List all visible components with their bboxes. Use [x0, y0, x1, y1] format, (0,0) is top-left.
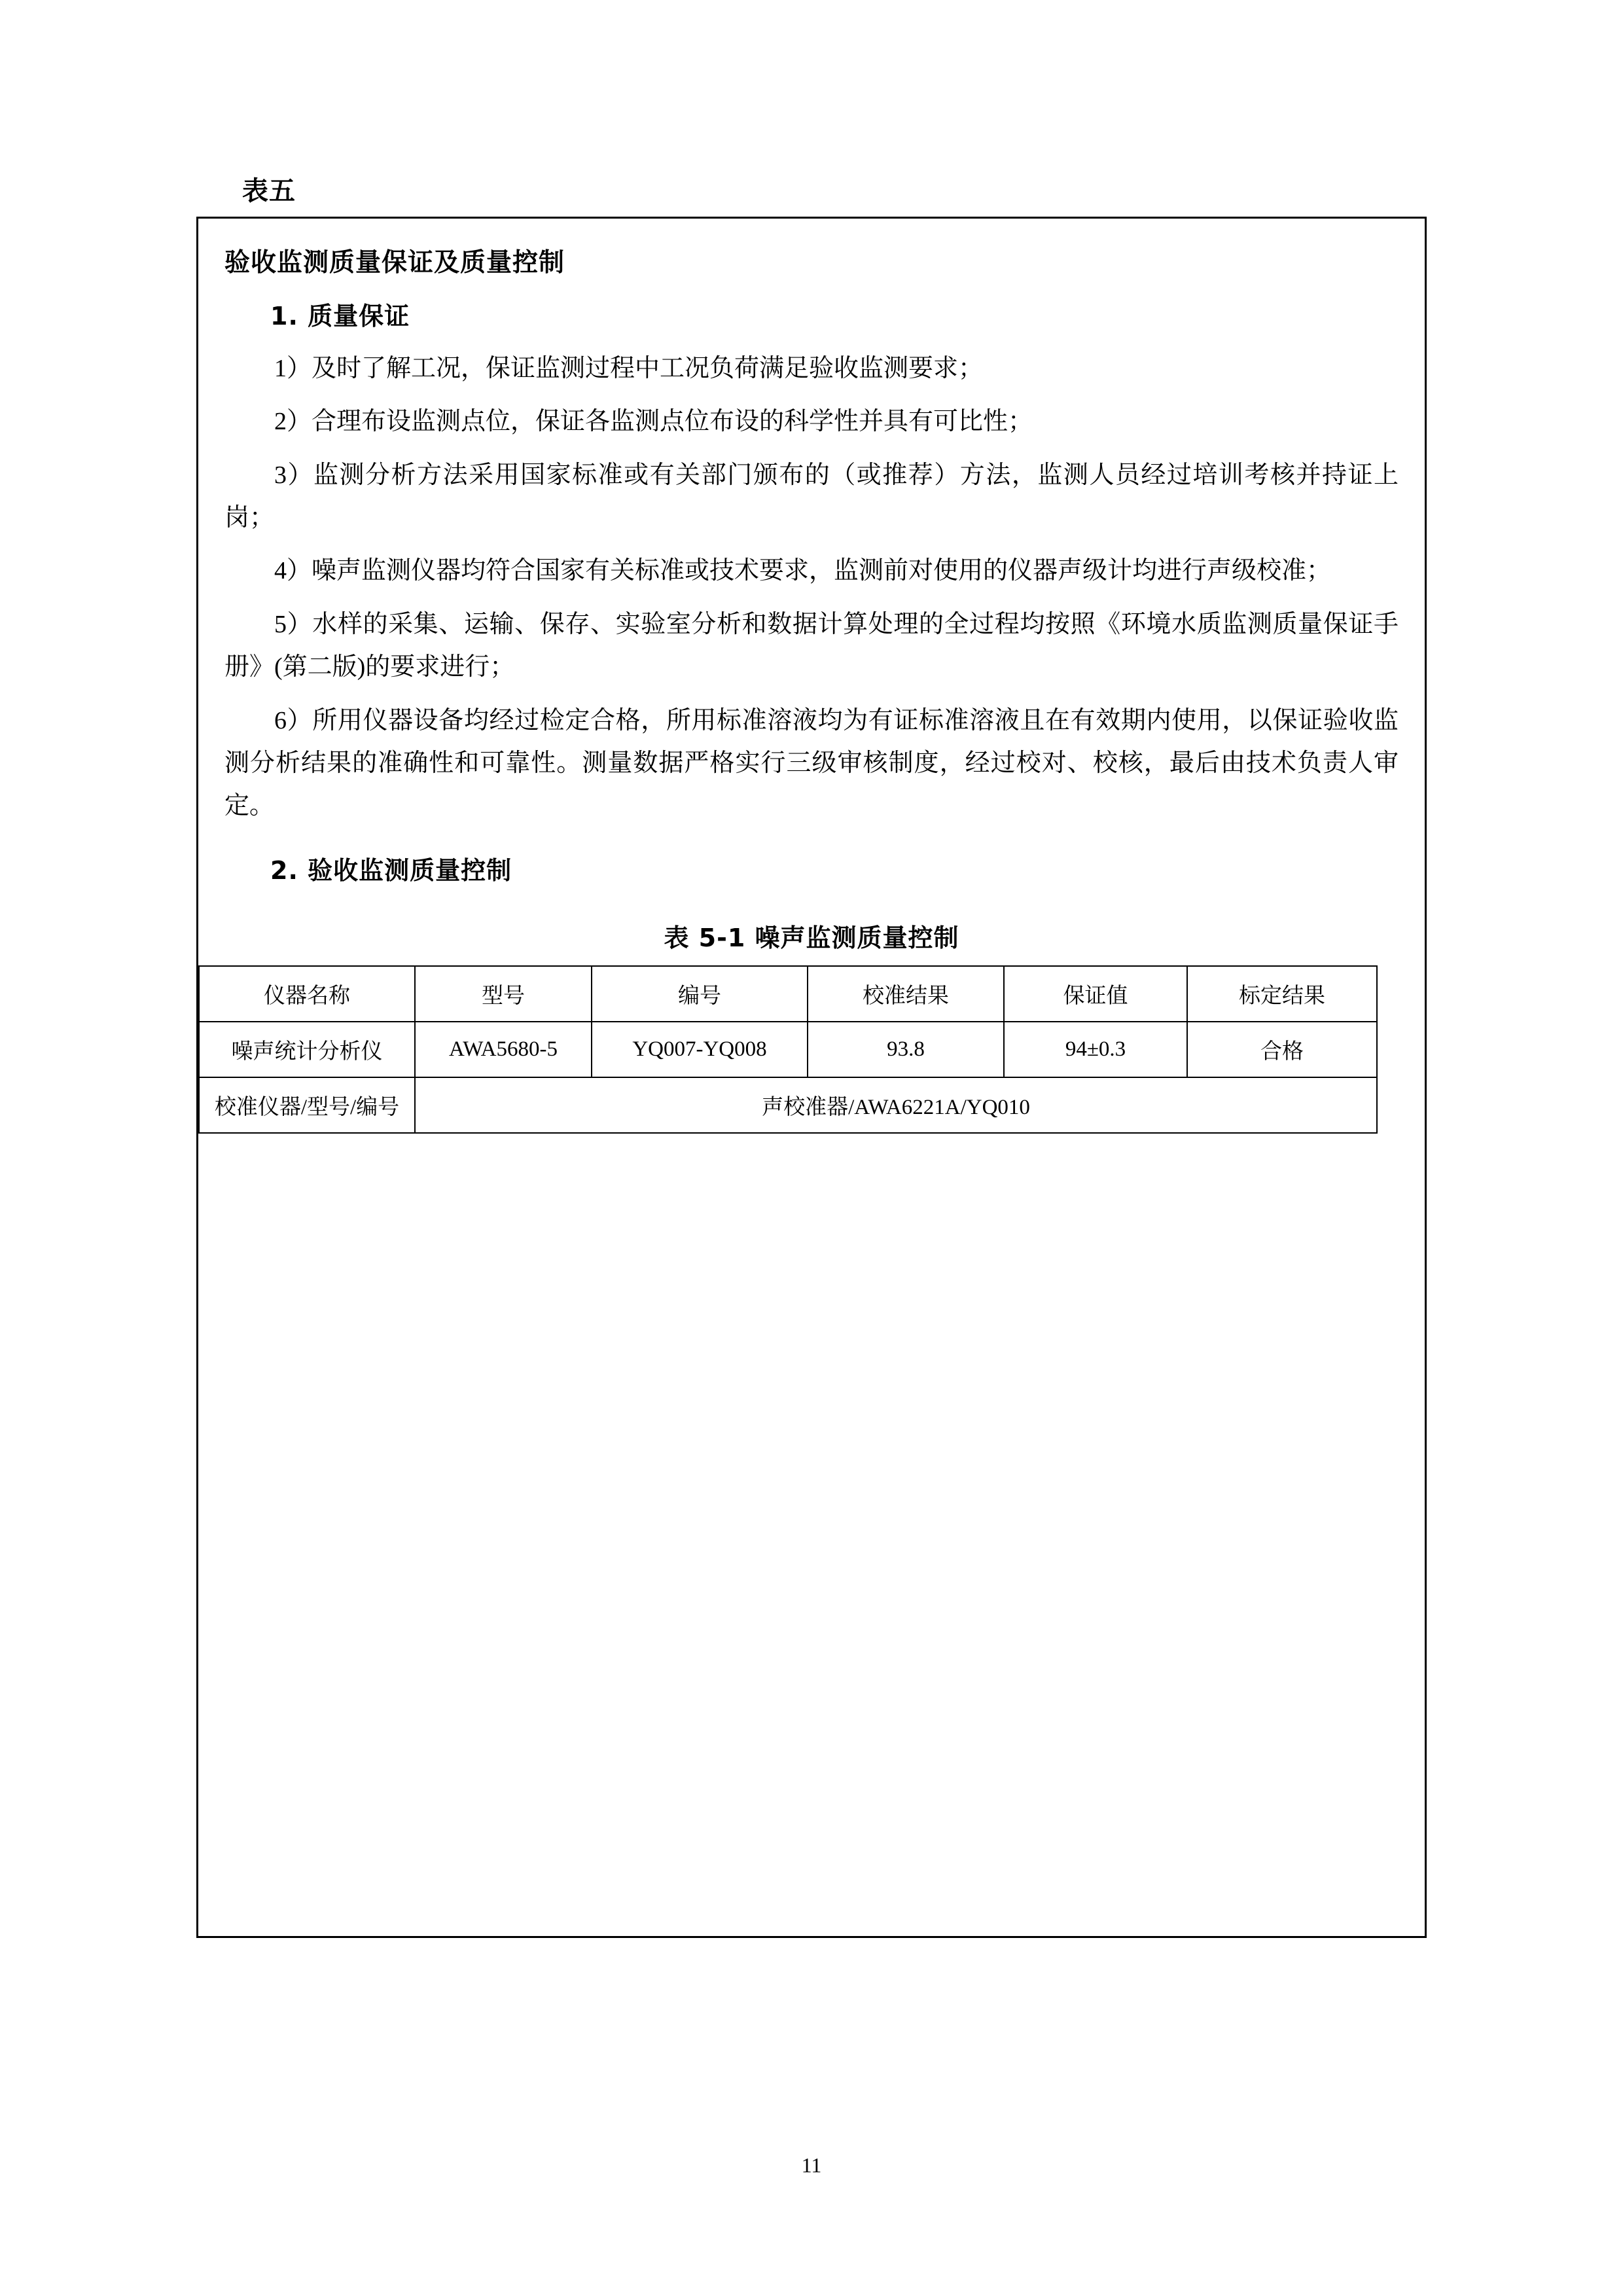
cell-instrument-name: 噪声统计分析仪 — [199, 1022, 415, 1077]
header-cell-guarantee-value: 保证值 — [1004, 966, 1187, 1022]
header-cell-serial: 编号 — [592, 966, 808, 1022]
cell-serial: YQ007-YQ008 — [592, 1022, 808, 1077]
table-row — [199, 1022, 1377, 1077]
footer-label-calibration-instrument: 校准仪器/型号/编号 — [199, 1077, 415, 1133]
subsection-title-quality-control: 2. 验收监测质量控制 — [270, 855, 512, 885]
paragraph-2: 2）合理布设监测点位，保证各监测点位布设的科学性并具有可比性； — [274, 408, 1033, 436]
cell-calibration-result: 93.8 — [808, 1022, 1004, 1077]
table-footer-row — [199, 1077, 1377, 1133]
paragraph-1: 1）及时了解工况，保证监测过程中工况负荷满足验收监测要求； — [274, 355, 984, 382]
cell-standard-result: 合格 — [1187, 1022, 1377, 1077]
footer-value-calibration-instrument: 声校准器/AWA6221A/YQ010 — [415, 1077, 1377, 1133]
cell-model: AWA5680-5 — [415, 1022, 592, 1077]
paragraph-5: 5）水样的采集、运输、保存、实验室分析和数据计算处理的全过程均按照《环境水质监测质量保证手册》(第二版)的要求进行； — [224, 610, 1399, 681]
table-header-row — [199, 966, 1377, 1022]
paragraph-6: 6）所用仪器设备均经过检定合格，所用标准溶液均为有证标准溶液且在有效期内使用，以保证验收监测分析结果的准确性和可靠性。测量数据严格实行三级审核制度，经过校对、校核，最后由技术负责人审定。 — [224, 706, 1399, 820]
header-cell-calibration-result: 校准结果 — [808, 966, 1004, 1022]
page-number: 11 — [801, 2153, 822, 2177]
subsection-title-quality-assurance: 1. 质量保证 — [270, 302, 410, 331]
header-cell-instrument-name: 仪器名称 — [199, 966, 415, 1022]
table-caption: 表 5-1 噪声监测质量控制 — [664, 923, 959, 952]
table-label: 表五 — [242, 176, 296, 206]
paragraph-4: 4）噪声监测仪器均符合国家有关标准或技术要求，监测前对使用的仪器声级计均进行声级校准； — [274, 557, 1332, 585]
section-title: 验收监测质量保证及质量控制 — [224, 248, 565, 278]
cell-guarantee-value: 94±0.3 — [1004, 1022, 1187, 1077]
content-box — [196, 217, 1427, 1938]
noise-quality-control-table — [198, 965, 1378, 1134]
content-sheet — [196, 170, 1427, 1938]
header-cell-model: 型号 — [415, 966, 592, 1022]
header-cell-标定结果: 标定结果 — [1187, 966, 1377, 1022]
paragraph-3: 3）监测分析方法采用国家标准或有关部门颁布的（或推荐）方法，监测人员经过培训考核并持证上岗； — [224, 461, 1399, 532]
